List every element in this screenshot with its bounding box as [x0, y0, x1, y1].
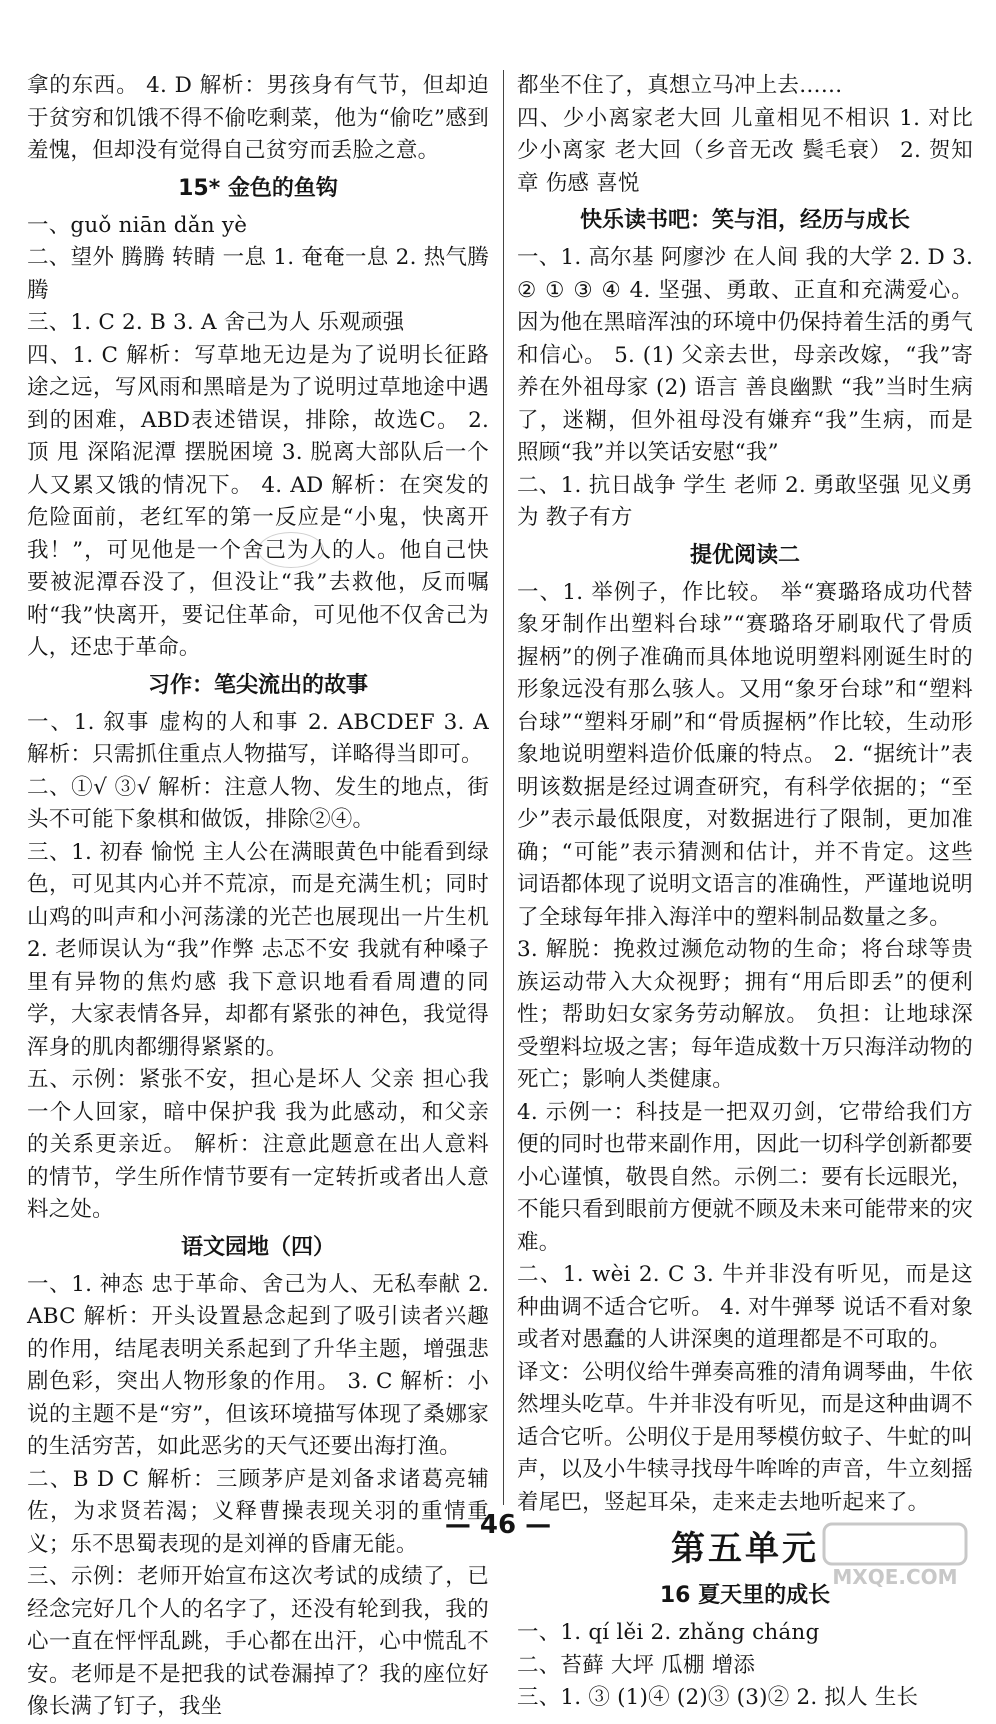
answer-paragraph: 三、1. 初春 愉悦 主人公在满眼黄色中能看到绿色，可见其内心并不荒凉，而是充满生机；同时山鸡的叫声和小河荡漾的光芒也展现出一片生机 2. 老师误认为“我”作弊 忐忑不安 我就有种嗓子里有异物的焦灼感 我下意识地看看周遭的同学，大家表情各异，却都有紧张的神色，我觉得浑身的肌肉都绷得紧紧的。: [27, 839, 489, 1060]
answer-paragraph: 一、1. 神态 忠于革命、舍己为人、无私奉献 2. ABC 解析：开头设置悬念起到了吸引读者兴趣的作用，结尾表明关系起到了升华主题，增强悲剧色彩，突出人物形象的作用。 3. C 解析：小说的主题不是“穷”，但该环境描写体现了桑娜家的生活穷苦，如此恶劣的天气还要出海打渔。: [27, 1271, 489, 1459]
answer-paragraph: 二、1. wèi 2. C 3. 牛并非没有听见，而是这种曲调不适合它听。 4. 对牛弹琴 说话不看对象或者对愚蠢的人讲深奥的道理都是不可取的。: [517, 1262, 973, 1352]
answer-paragraph: 二、望外 腾腾 转睛 一息 1. 奄奄一息 2. 热气腾腾: [27, 245, 489, 303]
answer-paragraph: 三、示例：老师开始宣布这次考试的成绩了，已经念完好几个人的名字了，还没有轮到我，我的心一直在怦怦乱跳，手心都在出汗，心中慌乱不安。老师是不是把我的试卷漏掉了？我的座位好像长满了钉子，我坐: [27, 1564, 489, 1719]
left-column: [27, 70, 489, 1724]
answer-paragraph: 4. 示例一：科技是一把双刃剑，它带给我们方便的同时也带来副作用，因此一切科学创新都要小心谨慎，敬畏自然。示例二：要有长远眼光，不能只看到眼前方便就不顾及未来可能带来的灾难。: [517, 1099, 973, 1255]
answer-paragraph: 四、1. C 解析：写草地无边是为了说明长征路途之远，写风雨和黑暗是为了说明过草地途中遇到的困难，ABD表述错误，排除，故选C。 2. 顶 甩 深陷泥潭 摆脱困境 3. 脱离大部队后一个人又累又饿的情况下。 4. AD 解析：在突发的危险面前，老红军的第一反应是“小鬼，快离开我！”，可见他是一个舍己为人的人。他自己快要被泥潭吞没了，但没让“我”去救他，反而嘱咐“我”快离开，要记住革命，可见他不仅舍己为人，还忠于革命。: [27, 342, 489, 660]
answer-paragraph: 一、1. 举例子，作比较。 举“赛璐珞成功代替象牙制作出塑料台球”“赛璐珞牙刷取代了骨质握柄”的例子准确而具体地说明塑料刚诞生时的形象远没有那么骇人。又用“象牙台球”和“塑料台球”“塑料牙刷”和“骨质握柄”作比较，生动形象地说明塑料造价低廉的特点。 2. “据统计”表明该数据是经过调查研究，有科学依据的；“至少”表示最低限度，对数据进行了限制，更加准确；“可能”表示猜测和估计，并不肯定。这些词语都体现了说明文语言的准确性，严谨地说明了全球每年排入海洋中的塑料制品数量之多。: [517, 579, 973, 930]
section-heading: 习作：笔尖流出的故事: [147, 672, 368, 698]
answer-paragraph: 一、1. qí lěi 2. zhǎng cháng: [517, 1620, 820, 1645]
answer-paragraph: 三、1. ③ (1)④ (2)③ (3)② 2. 拟人 生长: [517, 1685, 919, 1710]
answer-paragraph: 都坐不住了，真想立马冲上去……: [517, 73, 843, 98]
right-column: [517, 70, 973, 1715]
section-heading: 语文园地（四）: [180, 1234, 335, 1260]
answer-paragraph: 一、1. 叙事 虚构的人和事 2. ABCDEF 3. A 解析：只需抓住重点人物描写，详略得当即可。: [27, 709, 489, 767]
answer-paragraph: 一、guǒ niān dǎn yè: [27, 212, 248, 238]
section-heading: 15* 金色的鱼钩: [178, 175, 338, 201]
section-heading: 提优阅读二: [689, 542, 800, 568]
answer-paragraph: 二、①√ ③√ 解析：注意人物、发生的地点，街头不可能下象棋和做饭，排除②④。: [27, 774, 489, 832]
answer-paragraph: 拿的东西。 4. D 解析：男孩身有气节，但却迫于贫穷和饥饿不得不偷吃剩菜，他为“偷吃”感到羞愧，但却没有觉得自己贫穷而丢脸之意。: [27, 73, 489, 163]
unit-title: 第五单元: [671, 1529, 819, 1569]
answer-paragraph: 二、1. 抗日战争 学生 老师 2. 勇敢坚强 见义勇为 教子有方: [517, 472, 973, 530]
answer-paragraph: 3. 解脱：挽救过濒危动物的生命；将台球等贵族运动带入大众视野；拥有“用后即丢”的便利性；帮助妇女家务劳动解放。 负担：让地球深受塑料垃圾之害；每年造成数十万只海洋动物的死亡；影响人类健康。: [517, 937, 973, 1092]
answer-paragraph: 三、1. C 2. B 3. A 舍己为人 乐观顽强: [27, 310, 405, 335]
watermark-text: MXQE.COM: [832, 1565, 958, 1589]
answer-paragraph: 四、少小离家老大回 儿童相见不相识 1. 对比 少小离家 老大回（乡音无改 鬓毛衰） 2. 贺知章 伤感 喜悦: [517, 105, 973, 196]
faint-stamp: [258, 532, 324, 568]
section-heading: 快乐读书吧：笑与泪，经历与成长: [579, 208, 910, 233]
watermark-logo: [820, 1520, 970, 1590]
answer-paragraph: 二、B D C 解析：三顾茅庐是刘备求诸葛亮辅佐，为求贤若渴；义释曹操表现关羽的重情重义；乐不思蜀表现的是刘禅的昏庸无能。: [27, 1466, 489, 1557]
column-divider: [503, 70, 504, 1505]
answer-paragraph: 一、1. 高尔基 阿廖沙 在人间 我的大学 2. D 3. ② ① ③ ④ 4. 坚强、勇敢、正直和充满爱心。因为他在黑暗浑浊的环境中仍保持着生活的勇气和信心。 5. (1) 父亲去世，母亲改嫁，“我”寄养在外祖母家 (2) 语言 善良幽默 “我”当时生病了，迷糊，但外祖母没有嫌弃“我”生病，而是照顾“我”并以笑话安慰“我”: [517, 245, 973, 465]
answer-paragraph: 五、示例：紧张不安，担心是坏人 父亲 担心我一个人回家，暗中保护我 我为此感动，和父亲的关系更亲近。 解析：注意此题意在出人意料的情节，学生所作情节要有一定转折或者出人意料之处。: [27, 1067, 489, 1222]
section-heading: 16 夏天里的成长: [659, 1583, 831, 1608]
page-number: — 46 —: [444, 1510, 552, 1540]
translation-paragraph: 译文：公明仪给牛弹奏高雅的清角调琴曲，牛依然埋头吃草。牛并非没有听见，而是这种曲调不适合它听。公明仪于是用琴模仿蚊子、牛虻的叫声，以及小牛犊寻找母牛哞哞的声音，牛立刻摇着尾巴，竖起耳朵，走来走去地听起来了。: [517, 1359, 973, 1515]
answer-paragraph: 二、苔藓 大坪 瓜棚 增添: [517, 1652, 756, 1678]
